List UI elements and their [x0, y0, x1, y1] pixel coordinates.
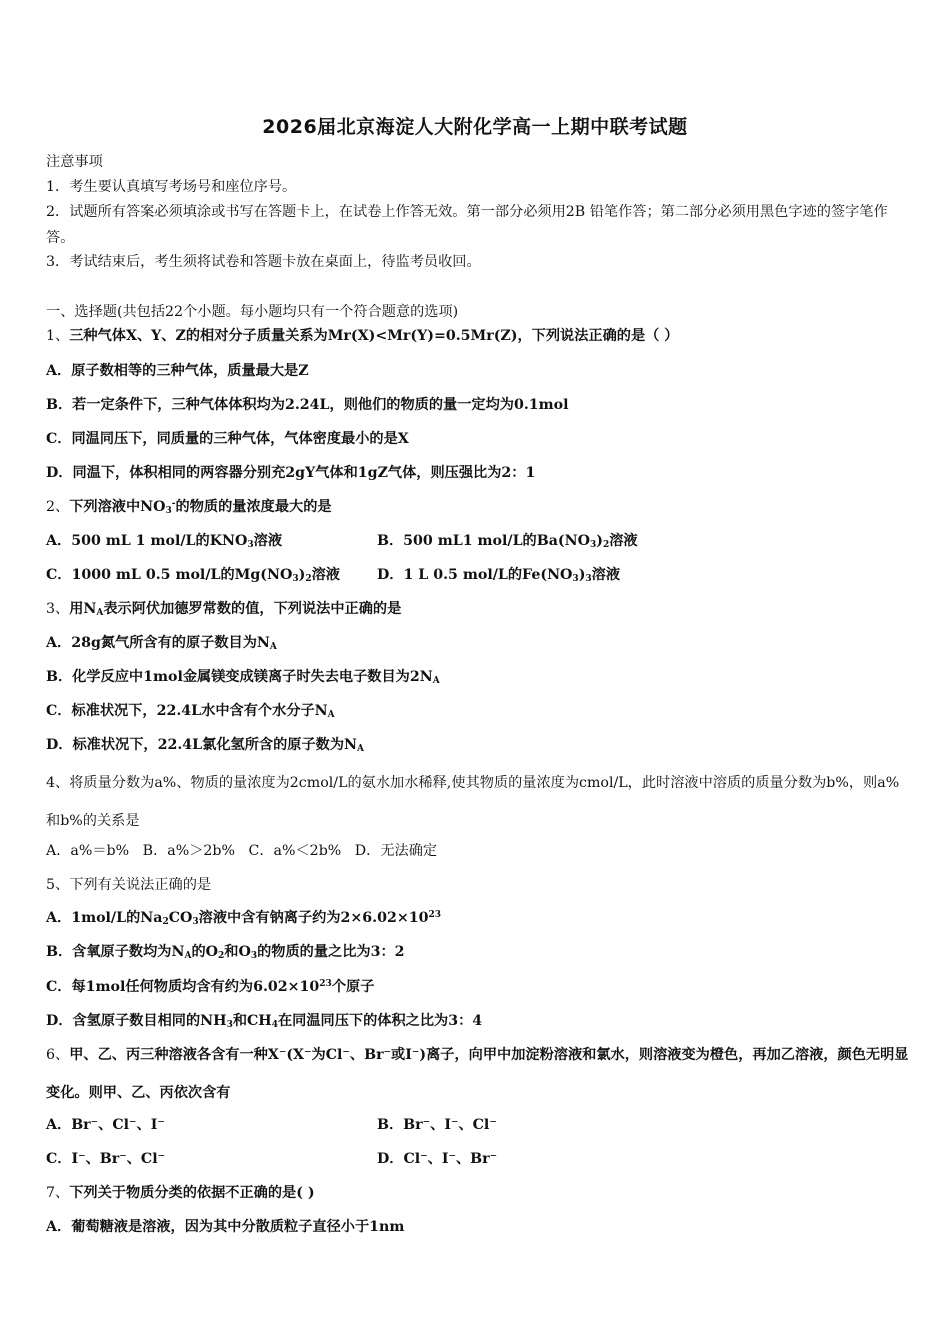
- question-2-row-2: [46, 565, 910, 585]
- question-text: 将质量分数为a%、物质的量浓度为2cmol/L的氨水加水稀释,使其物质的量浓度为cmol/L，此时溶液中溶质的质量分数为b%，则a%和b%的关系是: [46, 775, 900, 829]
- question-6-option-a: A．Br⁻、Cl⁻、I⁻: [46, 1117, 165, 1133]
- question-3-option-a: A．28g氮气所含有的原子数目为$N_A$: [46, 635, 277, 652]
- question-5-option-d: D．含氢原子数目相同的$NH_3$和$CH_4$在同温同压下的体积之比为3：4: [46, 1013, 483, 1030]
- question-5-stem: [46, 875, 910, 895]
- question-number: 6、: [46, 1047, 70, 1063]
- question-text: 用$N_A$表示阿伏加德罗常数的值，下列说法中正确的是: [69, 601, 402, 618]
- question-2-option-d: D．1 L 0.5 mol/L的$Fe(NO_3)_3$溶液: [377, 567, 621, 584]
- question-1-option-c: C．同温同压下，同质量的三种气体，气体密度最小的是X: [46, 431, 409, 447]
- question-3-option-b: B．化学反应中1mol金属镁变成镁离子时失去电子数目为$2N_A$: [46, 669, 440, 686]
- question-1-option-a: A．原子数相等的三种气体，质量最大是Z: [46, 363, 309, 379]
- question-number: 2、: [46, 499, 70, 515]
- question-text: 甲、乙、丙三种溶液各含有一种X⁻(X⁻为Cl⁻、Br⁻或I⁻)离子，向甲中加淀粉溶液和氯水，则溶液变为橙色，再加乙溶液，颜色无明显变化。则甲、乙、丙依次含有: [46, 1047, 909, 1101]
- question-2-option-c: C．1000 mL 0.5 mol/L的$Mg(NO_3)_2$溶液: [46, 567, 340, 584]
- question-text: 三种气体X、Y、Z的相对分子质量关系为Mr(X)<Mr(Y)=0.5Mr(Z)，下列说法正确的是（ ）: [69, 328, 679, 344]
- question-3-option-c: C．标准状况下，22.4L水中含有个水分子$N_A$: [46, 703, 335, 720]
- question-6-row-2: [46, 1149, 910, 1169]
- notice-item-2: 2．试题所有答案必须填涂或书写在答题卡上，在试卷上作答无效。第一部分必须用2B 铅笔作答；第二部分必须用黑色字迹的签字笔作答。: [46, 204, 888, 246]
- notice-item-3: 3．考试结束后，考生须将试卷和答题卡放在桌面上，待监考员收回。: [46, 254, 481, 270]
- question-1-option-d: D．同温下，体积相同的两容器分别充2gY气体和1gZ气体，则压强比为2：1: [46, 465, 536, 481]
- question-3-stem: [46, 599, 910, 619]
- question-6-option-d: D．Cl⁻、I⁻、Br⁻: [377, 1151, 498, 1167]
- question-6-option-b: B．Br⁻、I⁻、Cl⁻: [377, 1117, 497, 1133]
- question-6-option-c: C．I⁻、Br⁻、Cl⁻: [46, 1151, 166, 1167]
- question-5-option-c: C．每1mol任何物质均含有约为$6.02\times 10^{23}$个原子: [46, 979, 375, 995]
- notice-item-1: 1．考生要认真填写考场号和座位序号。: [46, 179, 297, 195]
- notice-heading: 注意事项: [46, 154, 103, 170]
- question-1-stem: [46, 326, 910, 346]
- page-title: 2026届北京海淀人大附化学高一上期中联考试题: [262, 116, 688, 138]
- question-number: 5、: [46, 877, 70, 893]
- question-number: 1、: [46, 328, 70, 344]
- question-2-option-a: A．500 mL 1 mol/L的$KNO_3$溶液: [46, 533, 283, 550]
- question-number: 4、: [46, 775, 70, 791]
- question-2-row-1: [46, 531, 910, 551]
- question-6-stem: [46, 1036, 910, 1112]
- question-number: 7、: [46, 1185, 70, 1201]
- question-4-options: A．a%＝b% B．a%＞2b% C．a%＜2b% D．无法确定: [46, 843, 438, 859]
- question-7-option-a: A．葡萄糖液是溶液，因为其中分散质粒子直径小于1nm: [46, 1219, 405, 1235]
- question-2-option-b: B．500 mL1 mol/L的$Ba(NO_3)_2$溶液: [377, 533, 638, 550]
- question-7-stem: [46, 1183, 910, 1203]
- question-5-option-a: A．1mol/L的$Na_2CO_3$溶液中含有钠离子约为$2\times 6.02\times 10^{23}$: [46, 910, 441, 927]
- question-text: 下列关于物质分类的依据不正确的是( ): [69, 1185, 315, 1201]
- question-text: 下列溶液中$NO_3^-$的物质的量浓度最大的是: [69, 499, 332, 516]
- question-3-option-d: D．标准状况下，22.4L氯化氢所含的原子数为$N_A$: [46, 737, 364, 754]
- question-6-row-1: [46, 1115, 910, 1135]
- question-4-stem: [46, 764, 910, 840]
- section-heading: 一、选择题(共包括22个小题。每小题均只有一个符合题意的选项): [46, 304, 459, 320]
- question-text: 下列有关说法正确的是: [69, 877, 212, 893]
- question-number: 3、: [46, 601, 70, 617]
- question-2-stem: [46, 497, 910, 517]
- question-1-option-b: B．若一定条件下，三种气体体积均为2.24L，则他们的物质的量一定均为0.1mol: [46, 397, 569, 413]
- question-5-option-b: B．含氧原子数均为$N_A$的$O_2$和$O_3$的物质的量之比为3：2: [46, 944, 405, 961]
